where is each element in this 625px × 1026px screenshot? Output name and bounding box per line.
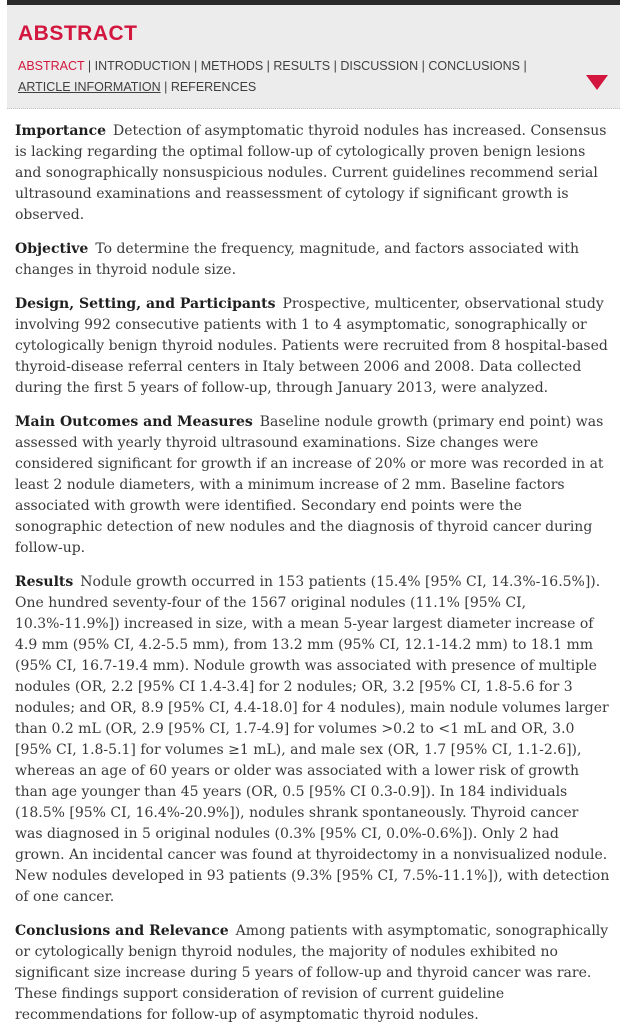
section-text: Baseline nodule growth (primary end point) was assessed with yearly thyroid ultrasound examinations. Size changes were considered significant for growth if an increase of 20% or more was recorded in at least 2 nodule diameters, with a minimum increase of 2 mm. Baseline factors associated with growth were identified. Secondary end points were the sonographic detection of new nodules and the diagnosis of thyroid cancer during follow-up.: [15, 414, 604, 556]
nav-separator: |: [263, 59, 274, 73]
nav-link-abstract[interactable]: ABSTRACT: [18, 59, 85, 73]
nav-link-article-information[interactable]: ARTICLE INFORMATION: [18, 80, 161, 94]
nav-separator: |: [84, 59, 95, 73]
section-label: Conclusions and Relevance: [15, 923, 229, 939]
nav-link-introduction[interactable]: INTRODUCTION: [94, 59, 191, 73]
section-nav: [18, 56, 570, 98]
abstract-panel: [7, 0, 620, 109]
section-label: Objective: [15, 241, 89, 257]
nav-separator: |: [330, 59, 341, 73]
abstract-body: [0, 109, 625, 1026]
abstract-section-importance: [15, 121, 610, 226]
section-label: Results: [15, 574, 74, 590]
abstract-section-objective: [15, 239, 610, 281]
section-text: Detection of asymptomatic thyroid nodules has increased. Consensus is lacking regarding the optimal follow-up of cytologically proven benign lesions and sonographically nonsuspicious nodules. Current guidelines recommend serial ultrasound examinations and reassessment of cytology if significant growth is observed.: [15, 123, 607, 223]
nav-link-references[interactable]: REFERENCES: [170, 80, 257, 94]
abstract-section-results: [15, 572, 610, 908]
abstract-section-design-setting-and-participants: [15, 294, 610, 399]
section-label: Main Outcomes and Measures: [15, 414, 253, 430]
abstract-section-main-outcomes-and-measures: [15, 412, 610, 559]
nav-separator: |: [418, 59, 429, 73]
section-text: Prospective, multicenter, observational study involving 992 consecutive patients with 1 to 4 asymptomatic, sonographically or cytologically benign thyroid nodules. Patients were recruited from 8 hospital-based thyroid-disease referral centers in Italy between 2006 and 2008. Data collected during the first 5 years of follow-up, through January 2013, were analyzed.: [15, 296, 608, 396]
nav-separator: |: [190, 59, 201, 73]
nav-separator: |: [160, 80, 171, 94]
nav-link-conclusions[interactable]: CONCLUSIONS: [428, 59, 521, 73]
section-text: To determine the frequency, magnitude, and factors associated with changes in thyroid nodule size.: [15, 241, 580, 278]
section-text: Nodule growth occurred in 153 patients (15.4% [95% CI, 14.3%-16.5%]). One hundred seventy-four of the 1567 original nodules (11.1% [95% CI, 10.3%-11.9%]) increased in size, with a mean 5-year largest diameter increase of 4.9 mm (95% CI, 4.2-5.5 mm), from 13.2 mm (95% CI, 12.1-14.2 mm) to 18.1 mm (95% CI, 16.7-19.4 mm). Nodule growth was associated with presence of multiple nodules (OR, 2.2 [95% CI 1.4-3.4] for 2 nodules; OR, 3.2 [95% CI, 1.8-5.6 for 3 nodules; and OR, 8.9 [95% CI, 4.4-18.0] for 4 nodules), main nodule volumes larger than 0.2 mL (OR, 2.9 [95% CI, 1.7-4.9] for volumes >0.2 to <1 mL and OR, 3.0 [95% CI, 1.8-5.1] for volumes ≥1 mL), and male sex (OR, 1.7 [95% CI, 1.1-2.6]), whereas an age of 60 years or older was associated with a lower risk of growth than age younger than 45 years (OR, 0.5 [95% CI 0.3-0.9]). In 184 individuals (18.5% [95% CI, 16.4%-20.9%]), nodules shrank spontaneously. Thyroid cancer was diagnosed in 5 original nodules (0.3% [95% CI, 0.0%-0.6%]). Only 2 had grown. An incidental cancer was found at thyroidectomy in a nonvisualized nodule. New nodules developed in 93 patients (9.3% [95% CI, 7.5%-11.1%]), with detection of one cancer.: [15, 574, 610, 905]
nav-link-methods[interactable]: METHODS: [200, 59, 264, 73]
abstract-section-conclusions-and-relevance: [15, 921, 610, 1026]
jump-to-bottom-triangle-icon[interactable]: [586, 75, 608, 90]
nav-link-results[interactable]: RESULTS: [273, 59, 331, 73]
nav-separator: |: [520, 59, 527, 73]
section-label: Design, Setting, and Participants: [15, 296, 276, 312]
section-text: Among patients with asymptomatic, sonographically or cytologically benign thyroid nodules, the majority of nodules exhibited no significant size increase during 5 years of follow-up and thyroid cancer was rare. These findings support consideration of revision of current guideline recommendations for follow-up of asymptomatic thyroid nodules.: [15, 923, 609, 1023]
abstract-header: [7, 5, 620, 109]
section-label: Importance: [15, 123, 107, 139]
page-title: ABSTRACT: [18, 22, 138, 45]
nav-link-discussion[interactable]: DISCUSSION: [340, 59, 419, 73]
